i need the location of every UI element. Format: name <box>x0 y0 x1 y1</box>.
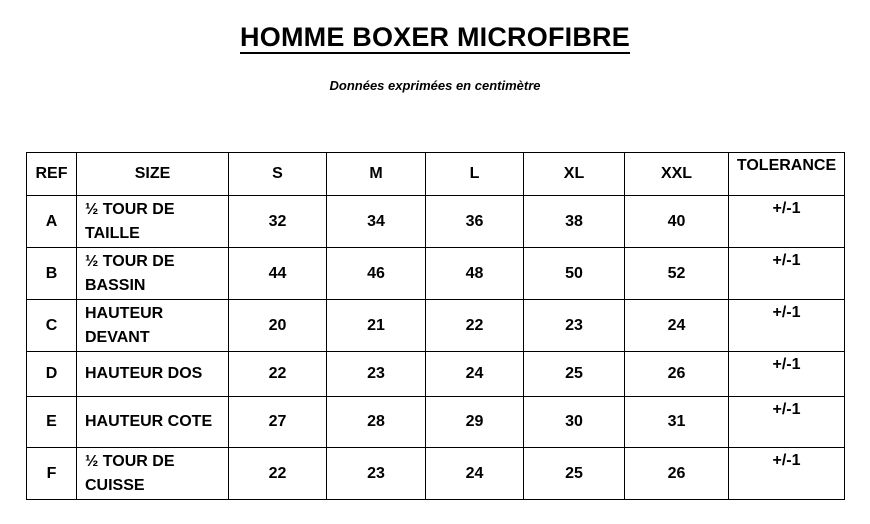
header-tolerance: TOLERANCE <box>729 153 845 196</box>
header-row <box>27 153 845 196</box>
value-cell: 44 <box>229 248 327 300</box>
value-cell: 24 <box>426 448 524 500</box>
table-row <box>27 352 845 397</box>
value-cell: 22 <box>229 448 327 500</box>
value-cell: 20 <box>229 300 327 352</box>
table-row <box>27 397 845 448</box>
value-cell: 30 <box>524 397 625 448</box>
value-cell: 26 <box>625 352 729 397</box>
value-cell: 46 <box>327 248 426 300</box>
value-cell: 25 <box>524 448 625 500</box>
value-cell: 23 <box>327 352 426 397</box>
tolerance-cell: +/-1 <box>729 448 845 500</box>
size-cell: ½ TOUR DE TAILLE <box>77 196 229 248</box>
tolerance-cell: +/-1 <box>729 300 845 352</box>
header-m: M <box>327 153 426 196</box>
tolerance-cell: +/-1 <box>729 397 845 448</box>
ref-cell: E <box>27 397 77 448</box>
value-cell: 22 <box>426 300 524 352</box>
ref-cell: D <box>27 352 77 397</box>
header-xl: XL <box>524 153 625 196</box>
document-title <box>0 22 870 53</box>
value-cell: 40 <box>625 196 729 248</box>
value-cell: 22 <box>229 352 327 397</box>
ref-cell: B <box>27 248 77 300</box>
value-cell: 32 <box>229 196 327 248</box>
table-row <box>27 248 845 300</box>
value-cell: 29 <box>426 397 524 448</box>
header-s: S <box>229 153 327 196</box>
tolerance-cell: +/-1 <box>729 196 845 248</box>
size-cell: HAUTEUR COTE <box>77 397 229 448</box>
header-xxl: XXL <box>625 153 729 196</box>
value-cell: 26 <box>625 448 729 500</box>
value-cell: 24 <box>625 300 729 352</box>
value-cell: 23 <box>524 300 625 352</box>
size-chart-table <box>26 152 845 500</box>
value-cell: 36 <box>426 196 524 248</box>
header-l: L <box>426 153 524 196</box>
header-size: SIZE <box>77 153 229 196</box>
size-cell: ½ TOUR DE CUISSE <box>77 448 229 500</box>
value-cell: 50 <box>524 248 625 300</box>
value-cell: 38 <box>524 196 625 248</box>
value-cell: 48 <box>426 248 524 300</box>
ref-cell: F <box>27 448 77 500</box>
table-row <box>27 300 845 352</box>
table-row <box>27 196 845 248</box>
value-cell: 23 <box>327 448 426 500</box>
tolerance-cell: +/-1 <box>729 352 845 397</box>
size-cell: HAUTEUR DOS <box>77 352 229 397</box>
value-cell: 24 <box>426 352 524 397</box>
tolerance-cell: +/-1 <box>729 248 845 300</box>
header-ref: REF <box>27 153 77 196</box>
value-cell: 21 <box>327 300 426 352</box>
value-cell: 34 <box>327 196 426 248</box>
ref-cell: A <box>27 196 77 248</box>
value-cell: 28 <box>327 397 426 448</box>
table-row <box>27 448 845 500</box>
value-cell: 27 <box>229 397 327 448</box>
document-title-text: HOMME BOXER MICROFIBRE <box>240 22 630 52</box>
document-subtitle: Données exprimées en centimètre <box>329 78 541 93</box>
ref-cell: C <box>27 300 77 352</box>
size-cell: ½ TOUR DE BASSIN <box>77 248 229 300</box>
value-cell: 31 <box>625 397 729 448</box>
size-cell: HAUTEUR DEVANT <box>77 300 229 352</box>
value-cell: 25 <box>524 352 625 397</box>
value-cell: 52 <box>625 248 729 300</box>
